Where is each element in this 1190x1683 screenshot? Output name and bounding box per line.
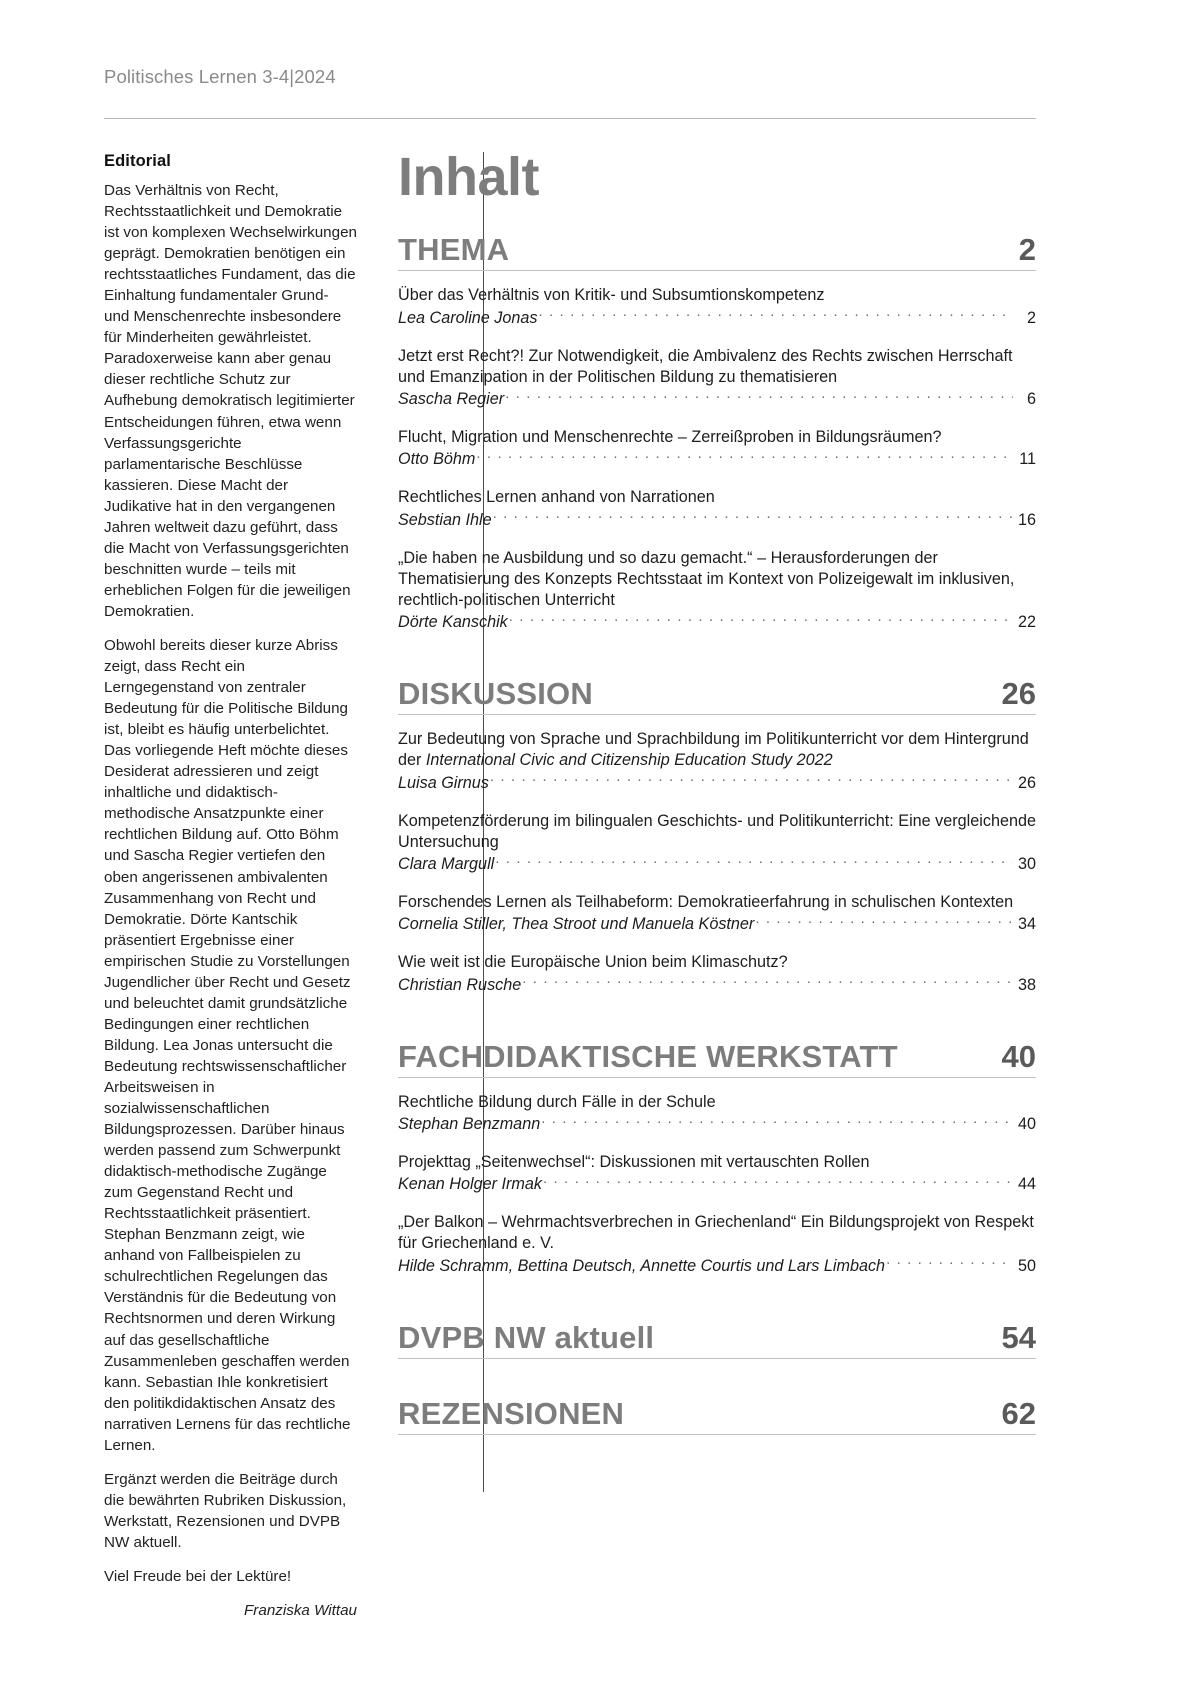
entry-page-number: 2 — [1026, 308, 1036, 327]
dot-leader — [495, 853, 1013, 869]
entry-author-row — [398, 1173, 1036, 1195]
entry-author-row — [398, 1113, 1036, 1135]
dot-leader — [522, 973, 1013, 989]
toc-section-fachdidaktische-werkstatt — [398, 1040, 1036, 1277]
section-page-number: 26 — [1001, 676, 1036, 712]
toc-entry[interactable] — [398, 346, 1036, 410]
section-title: FACHDIDAKTISCHE WERKSTATT — [398, 1038, 898, 1074]
editorial-paragraph-4: Viel Freude bei der Lektüre! — [104, 1568, 292, 1585]
toc-entry[interactable] — [398, 548, 1036, 633]
toc-entry[interactable] — [398, 1152, 1036, 1195]
entry-title — [398, 729, 1036, 771]
section-page-number: 62 — [1001, 1395, 1036, 1431]
dot-leader — [755, 913, 1013, 929]
entry-page-number: 16 — [1017, 510, 1036, 529]
section-rule — [398, 714, 1036, 715]
running-head: Politisches Lernen 3-4|2024 — [104, 66, 336, 87]
entry-title: Kompetenzförderung im bilingualen Geschichts- und Politikunterricht: Eine vergleichende Untersuchung — [398, 811, 1036, 851]
entry-page-number: 26 — [1017, 773, 1036, 792]
entry-author: Dörte Kanschik — [398, 613, 508, 632]
editorial-column — [104, 152, 357, 1621]
dot-leader — [493, 508, 1013, 524]
entry-author: Cornelia Stiller, Thea Stroot und Manuela Köstner — [398, 915, 755, 934]
section-rule — [398, 1358, 1036, 1359]
entry-title: Forschendes Lernen als Teilhabeform: Demokratieerfahrung in schulischen Kontexten — [398, 892, 1014, 911]
dot-leader — [538, 306, 1013, 322]
editorial-paragraph-1: Das Verhältnis von Recht, Rechtsstaatlichkeit und Demokratie ist von komplexen Wechselwirkungen geprägt. Demokratien benötigen ein rechtsstaatliches Fundament, das die Einhaltung fundamentaler Grund- und Menschenrechte insbesondere für Minderheiten gewährleistet. Paradoxerweise kann aber genau dieser rechtliche Schutz zur Aufhebung demokratisch legitimierter Entscheidungen führen, etwa wenn Verfassungsgerichte parlamentarische Beschlüsse kassieren. Diese Macht der Judikative hat in den vergangenen Jahren weltweit dazu geführt, dass die Macht von Verfassungsgerichten beschnitten wurde – teils mit erheblichen Folgen für die jeweiligen Demokratien. — [104, 182, 357, 620]
section-header — [398, 1321, 1036, 1355]
entry-author: Sebstian Ihle — [398, 510, 492, 529]
entry-author-row — [398, 306, 1036, 328]
entry-title-text: Zur Bedeutung von Sprache und Sprachbildung im Politikunterricht vor dem Hintergrund der — [398, 730, 1029, 770]
entry-page-number: 11 — [1019, 450, 1036, 469]
editorial-paragraph-2: Obwohl bereits dieser kurze Abriss zeigt, dass Recht ein Lerngegenstand von zentraler Bedeutung für die Politische Bildung ist, bleibt es häufig unterbelichtet. Das vorliegende Heft möchte dieses Desiderat adressieren und zeigt inhaltliche und didaktisch-methodische Ansatzpunkte einer rechtlichen Bildung auf. Otto Böhm und Sascha Regier vertiefen den oben angerissenen ambivalenten Zusammenhang von Recht und Demokratie. Dörte Kantschik präsentiert Ergebnisse einer empirischen Studie zu Vorstellungen Jugendlicher über Recht und Gesetz und beleuchtet damit grundsätzliche Bedingungen einer rechtlichen Bildung. Lea Jonas untersucht die Bedeutung rechtswissenschaftlicher Arbeitsweisen in sozialwissenschaftlichen Bildungsprozessen. Darüber hinaus werden passend zum Schwerpunkt didaktisch-methodische Zugänge zum Gegenstand Recht und Rechtsstaatlichkeit präsentiert. Stephan Benzmann zeigt, wie anhand von Fallbeispielen zu schulrechtlichen Regelungen das Verständnis für die Bedeutung von Rechtsnormen und deren Wirkung auf das gesellschaftliche Zusammenleben geschaffen werden kann. Sebastian Ihle konkretisiert den politikdidaktischen Ansatz des narrativen Lernens für das rechtliche Lernen. — [104, 636, 351, 1454]
toc-entry[interactable] — [398, 427, 1036, 470]
entry-author: Luisa Girnus — [398, 773, 489, 792]
section-title: DVPB NW aktuell — [398, 1319, 655, 1355]
section-header — [398, 233, 1036, 267]
entry-title: Jetzt erst Recht?! Zur Notwendigkeit, die Ambivalenz des Rechts zwischen Herrschaft und Emanzipation in der Politischen Bildung zu thematisieren — [398, 346, 1013, 386]
header-divider-rule — [104, 118, 1036, 119]
entry-page-number: 38 — [1017, 975, 1036, 994]
section-page-number: 2 — [1018, 232, 1036, 268]
toc-entry[interactable] — [398, 952, 1036, 995]
entry-page-number: 22 — [1017, 613, 1036, 632]
toc-entry[interactable] — [398, 487, 1036, 530]
dot-leader — [509, 611, 1013, 627]
editorial-heading: Editorial — [104, 152, 171, 170]
toc-section-diskussion — [398, 677, 1036, 995]
section-header — [398, 1040, 1036, 1074]
entry-title: Über das Verhältnis von Kritik- und Subsumtionskompetenz — [398, 286, 825, 305]
toc-entry[interactable] — [398, 1212, 1036, 1276]
dot-leader — [886, 1254, 1013, 1270]
section-rule — [398, 270, 1036, 271]
entry-title: Projekttag „Seitenwechsel“: Diskussionen mit vertauschten Rollen — [398, 1153, 870, 1172]
section-header — [398, 677, 1036, 711]
entry-author: Christian Rusche — [398, 975, 522, 994]
entry-author-row — [398, 508, 1036, 530]
entry-author: Sascha Regier — [398, 390, 505, 409]
entry-title: Rechtliche Bildung durch Fälle in der Schule — [398, 1092, 716, 1111]
entry-author: Otto Böhm — [398, 450, 476, 469]
entry-page-number: 30 — [1017, 854, 1036, 873]
dot-leader — [541, 1113, 1013, 1129]
entry-author: Stephan Benzmann — [398, 1114, 541, 1133]
section-rule — [398, 1434, 1036, 1435]
entry-author: Lea Caroline Jonas — [398, 308, 538, 327]
toc-section-thema — [398, 233, 1036, 633]
toc-entry[interactable] — [398, 1092, 1036, 1135]
toc-section-rezensionen — [398, 1397, 1036, 1435]
dot-leader — [490, 771, 1013, 787]
entry-title: Flucht, Migration und Menschenrechte – Zerreißproben in Bildungsräumen? — [398, 428, 942, 447]
entry-title: Rechtliches Lernen anhand von Narrationen — [398, 488, 715, 507]
section-title: THEMA — [398, 232, 510, 268]
entry-author-row — [398, 448, 1036, 470]
section-page-number: 54 — [1001, 1319, 1036, 1355]
entry-title: „Die haben ne Ausbildung und so dazu gemacht.“ – Herausforderungen der Thematisierung des Konzepts Rechtsstaat im Kontext von Polizeigewalt im inklusiven, rechtlich-politischen Unterricht — [398, 548, 1015, 609]
entry-author-row — [398, 973, 1036, 995]
entry-author-row — [398, 611, 1036, 633]
entry-page-number: 34 — [1017, 915, 1036, 934]
toc-entry[interactable] — [398, 729, 1036, 793]
entry-author-row — [398, 1254, 1036, 1276]
dot-leader — [505, 388, 1013, 404]
entry-author: Hilde Schramm, Bettina Deutsch, Annette Courtis und Lars Limbach — [398, 1256, 886, 1275]
entry-title: „Der Balkon – Wehrmachtsverbrechen in Griechenland“ Ein Bildungsprojekt von Respekt für Griechenland e. V. — [398, 1213, 1034, 1253]
dot-leader — [543, 1173, 1013, 1189]
entry-author-row — [398, 388, 1036, 410]
section-rule — [398, 1077, 1036, 1078]
editorial-paragraph-3: Ergänzt werden die Beiträge durch die bewährten Rubriken Diskussion, Werkstatt, Rezensionen und DVPB NW aktuell. — [104, 1470, 347, 1551]
section-page-number: 40 — [1001, 1038, 1036, 1074]
section-title: DISKUSSION — [398, 676, 593, 712]
section-title: REZENSIONEN — [398, 1395, 625, 1431]
entry-author-row — [398, 771, 1036, 793]
entry-page-number: 50 — [1017, 1256, 1036, 1275]
entry-page-number: 44 — [1017, 1175, 1036, 1194]
toc-section-dvpb-nw-aktuell — [398, 1321, 1036, 1359]
entry-page-number: 40 — [1017, 1114, 1036, 1133]
toc-entry[interactable] — [398, 285, 1036, 328]
toc-column — [398, 147, 1036, 1439]
editorial-signature: Franziska Wittau — [244, 1602, 357, 1620]
entry-author-row — [398, 913, 1036, 935]
section-header — [398, 1397, 1036, 1431]
entry-author-row — [398, 853, 1036, 875]
entry-page-number: 6 — [1026, 390, 1036, 409]
entry-author: Clara Margull — [398, 854, 495, 873]
entry-author: Kenan Holger Irmak — [398, 1175, 542, 1194]
entry-title-italic: International Civic and Citizenship Education Study 2022 — [425, 751, 833, 770]
entry-title: Wie weit ist die Europäische Union beim Klimaschutz? — [398, 953, 788, 972]
toc-entry[interactable] — [398, 892, 1036, 935]
page-title: Inhalt — [398, 147, 539, 207]
editorial-body — [104, 180, 357, 1621]
toc-entry[interactable] — [398, 811, 1036, 875]
dot-leader — [476, 448, 1013, 464]
